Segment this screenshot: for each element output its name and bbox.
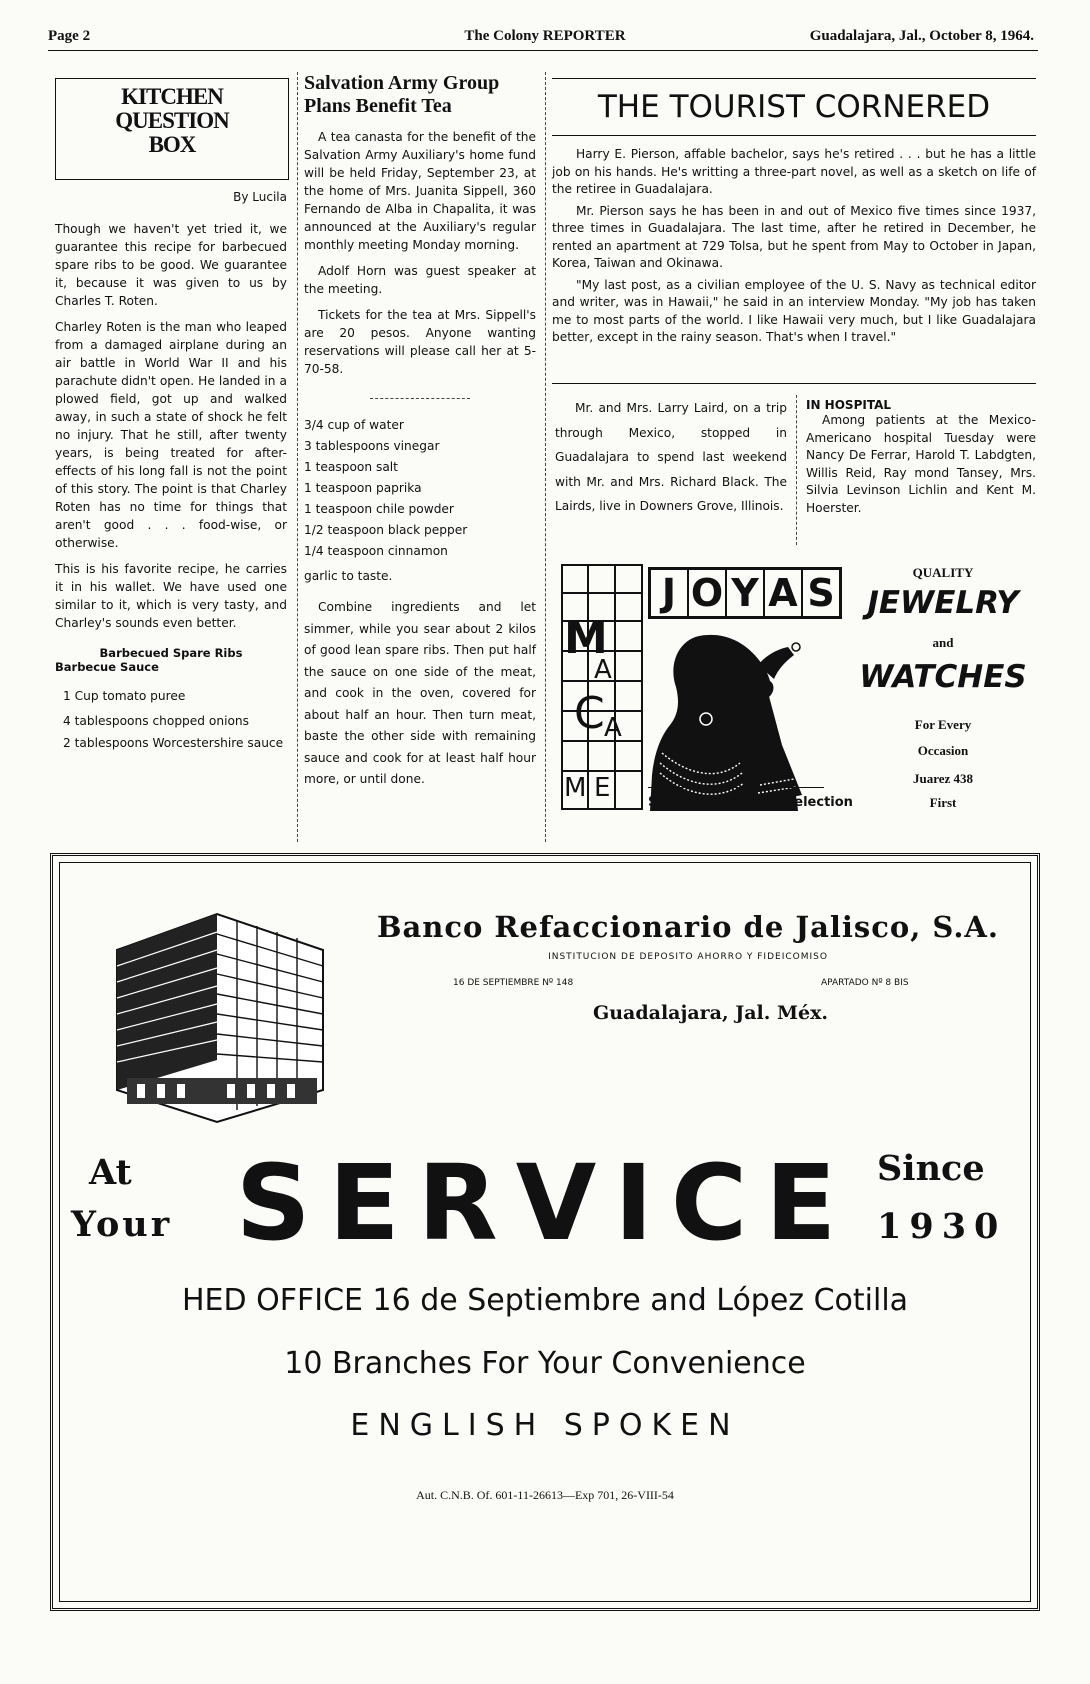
- ad-for-every: For Every: [914, 717, 972, 732]
- kitchen-title-box: [55, 78, 289, 180]
- logo-letter: A: [765, 570, 803, 616]
- logo-letter: Y: [727, 570, 765, 616]
- paper-name: The Colony REPORTER: [464, 28, 626, 44]
- section-rule: [552, 383, 1036, 384]
- salvation-article: [304, 72, 536, 799]
- bank-apartado: APARTADO Nº 8 BIS: [821, 978, 909, 988]
- ad-watches: WATCHES: [859, 659, 1027, 695]
- bank-authorization: Aut. C.N.B. Of. 601-11-26613—Exp 701, 26-VIII-54: [416, 1488, 674, 1502]
- column-divider: [796, 395, 798, 545]
- logo-letter: O: [689, 570, 727, 616]
- laird-article: [555, 396, 787, 529]
- recipe-title: Barbecued Spare Ribs: [99, 646, 243, 660]
- side-letter: M: [564, 613, 608, 664]
- slogan-your: Your: [71, 1204, 173, 1245]
- recipe-subtitle: Barbecue Sauce: [55, 660, 159, 674]
- ingredient: 1/2 teaspoon black pepper: [304, 523, 468, 537]
- side-letter: A: [594, 655, 612, 685]
- tourist-paragraph: Harry E. Pierson, affable bachelor, says he's retired . . . but he has a little job on his hands. He's writting a three-part novel, as well as a sketch on life of the retiree in Guadalajara.: [552, 147, 1036, 196]
- joyas-logo: [648, 567, 842, 619]
- slogan-at: At: [89, 1152, 132, 1193]
- slogan-since: Since: [877, 1148, 985, 1189]
- side-letter: A: [604, 713, 622, 743]
- logo-letter: S: [807, 571, 835, 615]
- recipe-item: 2 tablespoons Worcestershire sauce: [63, 736, 284, 750]
- woman-silhouette-image: [648, 625, 808, 811]
- slogan-service: SERVICE: [235, 1142, 855, 1264]
- kitchen-title-line: KITCHEN: [121, 84, 223, 109]
- jewelry-ad: [560, 563, 1036, 843]
- ad-jewelry: JEWELRY: [867, 585, 1019, 621]
- ad-quality: QUALITY: [912, 565, 974, 580]
- bank-branches: 10 Branches For Your Convenience: [284, 1346, 806, 1381]
- tourist-article: [552, 146, 1036, 347]
- ingredient: 3 tablespoons vinegar: [304, 439, 440, 453]
- recipe-method: Combine ingredients and let simmer, while you sear about 2 kilos of good lean spare ribs. Then put half the sauce on one side of the meat, and cook in the oven, covered for about half an hour. Then turn meat, baste the other side with remaining sauce and cook for at least half hour more, or until done.: [304, 600, 536, 786]
- kitchen-byline: By Lucila: [233, 190, 287, 204]
- hospital-text: Among patients at the Mexico-Americano hospital Tuesday were Nancy De Ferrar, Harold T. Labdgten, Willis Reid, Ray mond Tansey, Mrs. Silvia Levinson Lichlin and Kent M. Hoerster.: [806, 413, 1036, 515]
- bank-office: HED OFFICE 16 de Septiembre and López Cotilla: [181, 1283, 909, 1318]
- bank-address: 16 DE SEPTIEMBRE Nº 148: [453, 978, 574, 988]
- column-divider: [297, 72, 299, 842]
- ad-occasion: Occasion: [917, 743, 969, 758]
- salvation-paragraph: Adolf Horn was guest speaker at the meeting.: [304, 264, 536, 296]
- side-letter: C: [574, 688, 605, 739]
- side-letter: M: [564, 773, 587, 803]
- kitchen-paragraph: This is his favorite recipe, he carries it in his wallet. We have used one similar to it, which is very tasty, and Charley's sounds even better.: [55, 562, 287, 630]
- jewelry-tagline: See Our Complete Selection: [648, 795, 853, 810]
- masthead-rule: [48, 50, 1038, 51]
- bank-building-image: [97, 910, 333, 1124]
- ingredient: 1 teaspoon paprika: [304, 481, 422, 495]
- kitchen-title-line: QUESTION: [115, 108, 229, 133]
- ad-address-line2: First: [929, 795, 957, 810]
- bank-city: Guadalajara, Jal. Méx.: [593, 1002, 829, 1024]
- kitchen-title-line: BOX: [148, 132, 196, 157]
- ingredient: 1/4 teaspoon cinnamon: [304, 544, 448, 558]
- page-number: Page 2: [48, 28, 91, 44]
- ad-and: and: [932, 635, 954, 650]
- recipe-item: 4 tablespoons chopped onions: [63, 714, 250, 728]
- bank-name: Banco Refaccionario de Jalisco, S.A.: [376, 910, 1000, 944]
- ingredient: 1 teaspoon chile powder: [304, 502, 454, 516]
- hospital-article: [806, 398, 1036, 527]
- kitchen-paragraph: Charley Roten is the man who leaped from a damaged airplane during an air battle in World War II and his parachute didn't open. He landed in a plowed field, got up and walked away, in such a state of shock he felt no injury. That he still, after twenty years, is being treated for after-effects of his long fall is not the point of this story. The point is that Charley Roten has no time for things that aren't good . . . food-wise, or otherwise.: [55, 320, 287, 550]
- tourist-paragraph: Mr. Pierson says he has been in and out of Mexico five times since 1937, three times in Guadalajara. The last time, after he retired in December, he rented an apartment at 729 Tolsa, but he spent from May to October in Japan, Korea, Taiwan and Okinawa.: [552, 203, 1036, 270]
- tourist-headline-box: [552, 78, 1036, 136]
- kitchen-article: [55, 220, 287, 752]
- ingredient: garlic to taste.: [304, 569, 393, 583]
- hospital-title: IN HOSPITAL: [806, 398, 892, 412]
- bank-subtitle: INSTITUCION DE DEPOSITO AHORRO Y FIDEICOMISO: [548, 952, 828, 962]
- logo-letter: J: [651, 570, 689, 616]
- bank-ad: [50, 853, 1040, 1611]
- side-letter: E: [594, 773, 611, 803]
- salvation-headline: Salvation Army Group Plans Benefit Tea: [304, 72, 500, 117]
- column-divider: [545, 72, 547, 842]
- recipe-item: 1 Cup tomato puree: [63, 689, 186, 703]
- dateline: Guadalajara, Jal., October 8, 1964.: [809, 28, 1034, 44]
- ingredient: 3/4 cup of water: [304, 418, 404, 432]
- ingredient: 1 teaspoon salt: [304, 460, 398, 474]
- salvation-paragraph: A tea canasta for the benefit of the Salvation Army Auxiliary's home fund will be held Friday, September 23, at the home of Mrs. Juanita Sippell, 360 Fernando de Alba in Chapalita, it was announced at the Auxiliary's regular monthly meeting Monday morning.: [304, 130, 536, 252]
- ad-address: Juarez 438: [912, 771, 974, 786]
- tourist-paragraph: "My last post, as a civilian employee of the U. S. Navy as technical editor and writer, was in Hawaii," he said in an interview Monday. "My job has taken me to most parts of the world. I like Hawaii very much, but I like Guadalajara better, except in the rainy season. That's when I travel.": [552, 277, 1036, 344]
- kitchen-paragraph: Though we haven't yet tried it, we guarantee this recipe for barbecued spare ribs to be good. We guarantee it, because it was given to us by Charles T. Roten.: [55, 222, 287, 308]
- slogan-year: 1930: [877, 1206, 1007, 1247]
- bank-english: ENGLISH SPOKEN: [350, 1408, 740, 1443]
- laird-text: Mr. and Mrs. Larry Laird, on a trip through Mexico, stopped in Guadalajara to spend last weekend with Mr. and Mrs. Richard Black. The Lairds, live in Downers Grove, Illinois.: [555, 401, 787, 513]
- divider: [370, 398, 470, 399]
- tourist-headline: THE TOURIST CORNERED: [597, 89, 991, 125]
- ad-rule: [648, 787, 824, 788]
- salvation-paragraph: Tickets for the tea at Mrs. Sippell's are 20 pesos. Anyone wanting reservations will please call her at 5-70-58.: [304, 308, 536, 376]
